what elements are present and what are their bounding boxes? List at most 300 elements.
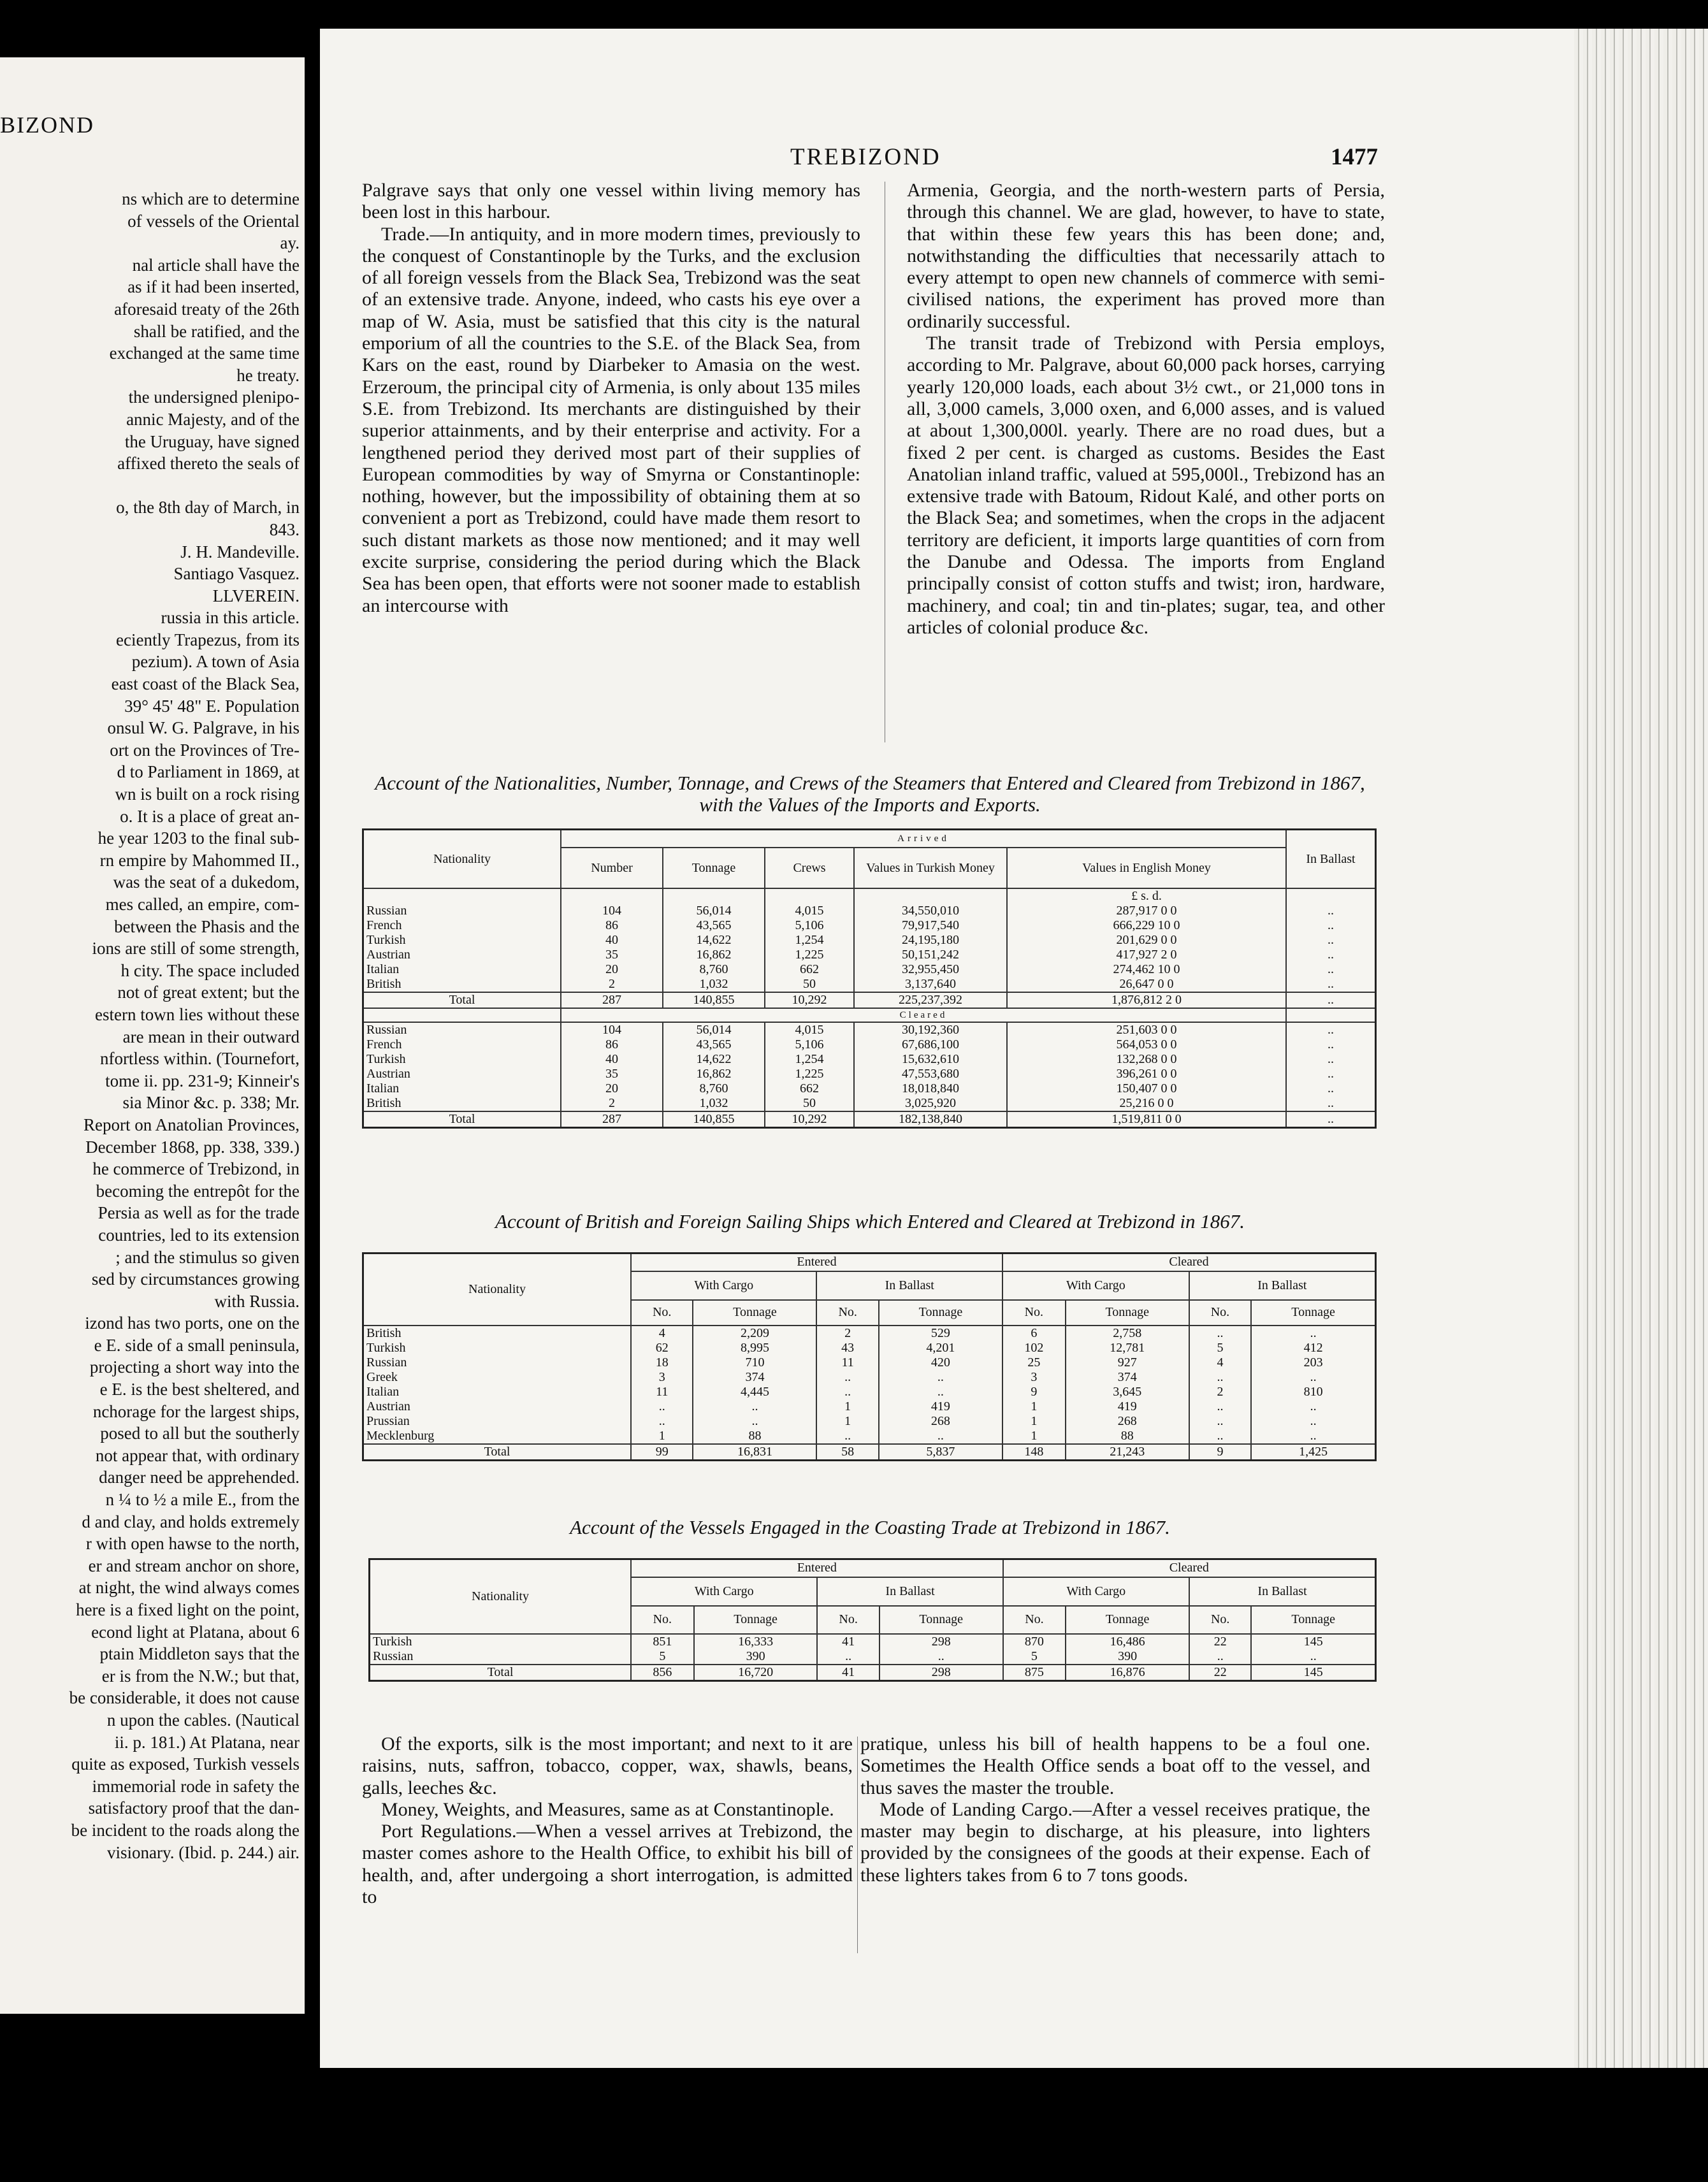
table-cell: 3,025,920 [854, 1096, 1007, 1111]
table-cell [663, 888, 765, 904]
table-cell: 8,760 [663, 962, 765, 977]
table-cell: .. [1286, 962, 1376, 977]
table-cell: 274,462 10 0 [1007, 962, 1286, 977]
table-cell: 396,261 0 0 [1007, 1067, 1286, 1081]
table-cell: .. [1189, 1429, 1251, 1444]
table-cell: .. [1251, 1326, 1375, 1341]
coasting-trade-table [368, 1558, 1377, 1682]
col-header: No. [1003, 1606, 1066, 1634]
table-cell: 102 [1002, 1341, 1066, 1355]
table-cell: 1,254 [765, 1052, 854, 1067]
column-2 [907, 180, 1385, 639]
table-cell: .. [879, 1370, 1002, 1385]
table-cell: 11 [816, 1355, 878, 1370]
table-cell: 3,645 [1066, 1385, 1189, 1399]
left-page-line: er is from the N.W.; but that, [101, 1666, 300, 1686]
table-cell: 99 [631, 1444, 693, 1461]
left-page-line: danger need be apprehended. [99, 1468, 300, 1487]
table-row [363, 1022, 1376, 1037]
left-page-line: d to Parliament in 1869, at [117, 762, 300, 782]
paragraph: Port Regulations.—When a vessel arrives at Trebizond, the master comes ashore to the Health Office, to exhibit his bill of health, and, after undergoing a short interrogation, is admitted to [362, 1821, 853, 1908]
table-cell: 182,138,840 [854, 1111, 1007, 1128]
table-cell: 8,760 [663, 1081, 765, 1096]
sub-header: In Ballast [816, 1271, 1002, 1300]
paragraph: Money, Weights, and Measures, same as at Constantinople. [381, 1798, 834, 1820]
left-page-line: not of great extent; but the [117, 983, 300, 1002]
table-cell: 2 [561, 977, 663, 992]
table-cell: 12,781 [1066, 1341, 1189, 1355]
left-page-line: of vessels of the Oriental [127, 211, 300, 231]
table-cell: 529 [879, 1326, 1002, 1341]
table-cell: .. [1286, 1022, 1376, 1037]
col-header: Tonnage [1066, 1606, 1189, 1634]
paragraph: Armenia, Georgia, and the north-western parts of Persia, through this channel. We are glad, however, to have to state, that within these few years this has been done; and, notwithstanding the difficulties that necessarily attach to every attempt to open new channels of commerce with semi-civilised nations, the experiment has proved more than ordinarily successful. [907, 180, 1385, 332]
left-page-line: projecting a short way into the [89, 1357, 300, 1377]
table-cell: 4,015 [765, 1022, 854, 1037]
table-cell: .. [1286, 977, 1376, 992]
table-cell: 1 [816, 1399, 878, 1414]
table-cell: Turkish [363, 1341, 632, 1355]
table-cell: 4,445 [693, 1385, 816, 1399]
table-cell: 132,268 0 0 [1007, 1052, 1286, 1067]
table-cell: 412 [1251, 1341, 1375, 1355]
table-cell: 287 [561, 992, 663, 1008]
table-cell: .. [1189, 1370, 1251, 1385]
table-cell: 56,014 [663, 1022, 765, 1037]
table-row [370, 1649, 1376, 1665]
col-header: Tonnage [1251, 1606, 1375, 1634]
table-cell: 3 [631, 1370, 693, 1385]
table-cell: 851 [631, 1634, 694, 1649]
table-cell: 268 [879, 1414, 1002, 1429]
table-cell: .. [693, 1414, 816, 1429]
group-header: Entered [631, 1254, 1002, 1271]
table-cell: 16,831 [693, 1444, 816, 1461]
sub-header: In Ballast [1189, 1271, 1376, 1300]
sailing-ships-table [362, 1252, 1377, 1461]
table-cell: .. [631, 1414, 693, 1429]
left-page-line: countries, led to its extension [98, 1225, 300, 1245]
table-row [363, 1399, 1376, 1414]
left-page-line: posed to all but the southerly [100, 1424, 300, 1443]
left-page-line: o, the 8th day of March, in [116, 498, 300, 517]
table-cell: 662 [765, 962, 854, 977]
table-cell: 24,195,180 [854, 933, 1007, 948]
left-page-line: nal article shall have the [132, 255, 300, 275]
running-head: TREBIZOND [790, 144, 941, 170]
table-cell: 88 [693, 1429, 816, 1444]
table-cell: 62 [631, 1341, 693, 1355]
table-cell: 145 [1251, 1634, 1375, 1649]
table-cell: 298 [879, 1634, 1003, 1649]
group-header: Cleared [1002, 1254, 1376, 1271]
table-row [363, 904, 1376, 918]
left-page-line: was the seat of a dukedom, [113, 872, 300, 892]
col-header: Tonnage [1066, 1300, 1189, 1326]
table-cell: 140,855 [663, 992, 765, 1008]
sub-header: In Ballast [1189, 1577, 1375, 1606]
col-header: Tonnage [1251, 1300, 1375, 1326]
table-cell: 374 [1066, 1370, 1189, 1385]
left-page-line: ; and the stimulus so given [115, 1247, 300, 1267]
table-cell: Mecklenburg [363, 1429, 632, 1444]
table-cell: .. [816, 1429, 878, 1444]
left-page-line: December 1868, pp. 338, 339.) [85, 1137, 300, 1157]
table-row [363, 1414, 1376, 1429]
table-cell: 2,209 [693, 1326, 816, 1341]
table-row [363, 962, 1376, 977]
left-page-line: e E. is the best sheltered, and [99, 1380, 300, 1399]
table-cell: 10,292 [765, 1111, 854, 1128]
table-cell: 145 [1251, 1665, 1375, 1681]
table-cell: 16,876 [1066, 1665, 1189, 1681]
table-cell: 1,254 [765, 933, 854, 948]
left-page-line: here is a fixed light on the point, [76, 1600, 300, 1619]
table3-caption: Account of the Vessels Engaged in the Coasting Trade at Trebizond in 1867. [570, 1516, 1170, 1538]
table-cell: 5,837 [879, 1444, 1002, 1461]
left-page-line: 843. [269, 519, 300, 539]
left-page-line: onsul W. G. Palgrave, in his [107, 718, 300, 738]
left-page-line: not appear that, with ordinary [95, 1445, 300, 1465]
group-header: Cleared [1003, 1559, 1376, 1577]
table-cell: Total [363, 992, 561, 1008]
table-total-row [363, 1444, 1376, 1461]
table-cell: 16,486 [1066, 1634, 1189, 1649]
table-cell: 50,151,242 [854, 948, 1007, 962]
table-cell: 15,632,610 [854, 1052, 1007, 1067]
table-cell: 34,550,010 [854, 904, 1007, 918]
table-cell: .. [879, 1429, 1002, 1444]
table-cell: 4,201 [879, 1341, 1002, 1355]
table-cell: 50 [765, 1096, 854, 1111]
table-cell: 5 [1003, 1649, 1066, 1665]
table-cell: 374 [693, 1370, 816, 1385]
col-header: Number [561, 848, 663, 888]
sub-header: In Ballast [817, 1577, 1002, 1606]
left-page-line: the Uruguay, have signed [124, 431, 300, 451]
table-cell: Greek [363, 1370, 632, 1385]
left-page-line: Persia as well as for the trade [98, 1203, 300, 1223]
table-cell: 1,225 [765, 948, 854, 962]
table-row [363, 1341, 1376, 1355]
table-cell: 2 [561, 1096, 663, 1111]
table-row [363, 1037, 1376, 1052]
left-page-line: nchorage for the largest ships, [92, 1401, 300, 1421]
left-page-line: ort on the Provinces of Tre- [110, 740, 300, 760]
table-cell: 79,917,540 [854, 918, 1007, 933]
col-header: No. [631, 1300, 693, 1326]
table-cell: 58 [816, 1444, 878, 1461]
left-page-line: as if it had been inserted, [127, 277, 300, 297]
table-cell: British [363, 1326, 632, 1341]
table-cell: .. [1286, 1081, 1376, 1096]
table-row [363, 1370, 1376, 1385]
table-total-row [363, 1111, 1376, 1128]
table-cell: Austrian [363, 1399, 632, 1414]
table-cell: .. [1286, 992, 1376, 1008]
table-cell: 43 [816, 1341, 878, 1355]
table-cell: 30,192,360 [854, 1022, 1007, 1037]
table-cell: 419 [879, 1399, 1002, 1414]
left-page-line: between the Phasis and the [114, 916, 300, 936]
table-cell: 225,237,392 [854, 992, 1007, 1008]
table-cell: Russian [363, 904, 561, 918]
table-cell: Turkish [363, 933, 561, 948]
left-page-line: h city. The space included [120, 960, 300, 980]
table-cell: 22 [1189, 1665, 1251, 1681]
left-page-line: Santiago Vasquez. [173, 564, 300, 584]
table-cell: 21,243 [1066, 1444, 1189, 1461]
left-page-line: russia in this article. [161, 608, 300, 628]
left-page-line: east coast of the Black Sea, [111, 674, 300, 694]
sub-header: With Cargo [631, 1271, 816, 1300]
table-cell: 86 [561, 918, 663, 933]
table-cell: .. [631, 1399, 693, 1414]
table-cell: 32,955,450 [854, 962, 1007, 977]
table-cell: 251,603 0 0 [1007, 1022, 1286, 1037]
left-page-line: er and stream anchor on shore, [88, 1556, 300, 1575]
table-cell: 6 [1002, 1326, 1066, 1341]
section-row [363, 1008, 1376, 1022]
col-header: Nationality [363, 830, 561, 889]
table-cell: 40 [561, 1052, 663, 1067]
table-cell: .. [817, 1649, 879, 1665]
page-number: 1477 [1331, 144, 1378, 170]
table-cell [1286, 1008, 1376, 1022]
table-row [363, 888, 1376, 904]
table-cell: .. [1286, 933, 1376, 948]
table-cell: 25,216 0 0 [1007, 1096, 1286, 1111]
table-cell: 4,015 [765, 904, 854, 918]
col-header: In Ballast [1286, 830, 1376, 889]
left-page-line: pezium). A town of Asia [131, 652, 300, 672]
table-cell: 18,018,840 [854, 1081, 1007, 1096]
table-cell: 41 [817, 1634, 879, 1649]
table-cell: .. [1251, 1399, 1375, 1414]
table-cell: 140,855 [663, 1111, 765, 1128]
table-cell [363, 1008, 561, 1022]
left-page-line: satisfactory proof that the dan- [88, 1798, 300, 1818]
table-row [370, 1634, 1376, 1649]
left-page-line: aforesaid treaty of the 26th [114, 299, 300, 319]
table-cell: 40 [561, 933, 663, 948]
col-header: Tonnage [879, 1606, 1003, 1634]
table1-caption: Account of the Nationalities, Number, Tonnage, and Crews of the Steamers that Entered and Cleared from Trebizond in 1867, with the Values of the Imports and Exports. [375, 772, 1365, 816]
table-cell: £ s. d. [1007, 888, 1286, 904]
table-cell: .. [1286, 918, 1376, 933]
col-header: No. [816, 1300, 878, 1326]
left-page-line: immemorial rode in safety the [92, 1776, 300, 1796]
left-page-line: sia Minor &c. p. 338; Mr. [122, 1093, 300, 1113]
table-cell: 47,553,680 [854, 1067, 1007, 1081]
table-cell: .. [1189, 1399, 1251, 1414]
table-cell: 417,927 2 0 [1007, 948, 1286, 962]
table-cell: 9 [1189, 1444, 1251, 1461]
table-cell: 5 [631, 1649, 694, 1665]
table-cell: British [363, 1096, 561, 1111]
table-cell: Austrian [363, 1067, 561, 1081]
table-cell: Prussian [363, 1414, 632, 1429]
table-cell: 14,622 [663, 933, 765, 948]
table-cell: 5 [1189, 1341, 1251, 1355]
table-total-row [363, 992, 1376, 1008]
paragraph: Palgrave says that only one vessel within living memory has been lost in this harbour. [362, 180, 860, 223]
table-cell: 1,425 [1251, 1444, 1375, 1461]
left-page-line: shall be ratified, and the [133, 321, 300, 341]
col-header: Tonnage [694, 1606, 818, 1634]
col-header: Tonnage [879, 1300, 1002, 1326]
col-header: Tonnage [663, 848, 765, 888]
table-cell: 20 [561, 1081, 663, 1096]
left-page-line: quite as exposed, Turkish vessels [71, 1754, 300, 1774]
table-cell: .. [1286, 1067, 1376, 1081]
table-cell: 662 [765, 1081, 854, 1096]
table-cell: .. [1251, 1414, 1375, 1429]
table-cell: 18 [631, 1355, 693, 1370]
table-cell: 5,106 [765, 1037, 854, 1052]
table-cell: .. [1286, 1111, 1376, 1128]
table-cell: 8,995 [693, 1341, 816, 1355]
table-row [363, 1429, 1376, 1444]
left-page-line: rn empire by Mahommed II., [99, 850, 300, 870]
table-row [363, 1081, 1376, 1096]
col-header: No. [1189, 1300, 1251, 1326]
left-page-line: d and clay, and holds extremely [82, 1512, 300, 1531]
table-cell [363, 888, 561, 904]
table-row [363, 1355, 1376, 1370]
col-header: No. [1189, 1606, 1251, 1634]
left-page-line: 39° 45' 48" E. Population [124, 696, 300, 716]
table-cell [854, 888, 1007, 904]
col-header: Tonnage [693, 1300, 816, 1326]
table-cell: 11 [631, 1385, 693, 1399]
table-cell: 1 [816, 1414, 878, 1429]
table-cell: .. [1286, 1052, 1376, 1067]
table-cell: 16,862 [663, 1067, 765, 1081]
table-cell: 43,565 [663, 1037, 765, 1052]
left-page-line: ptain Middleton says that the [99, 1644, 300, 1664]
table-cell: 875 [1003, 1665, 1066, 1681]
table-cell: 16,862 [663, 948, 765, 962]
table-cell: Cleared [561, 1008, 1286, 1022]
table-cell: Total [363, 1444, 632, 1461]
group-header: Arrived [561, 830, 1286, 848]
table-cell: 4 [631, 1326, 693, 1341]
left-page-line: the undersigned plenipo- [128, 387, 300, 407]
table-cell: .. [693, 1399, 816, 1414]
table-cell: 41 [817, 1665, 879, 1681]
table-cell: Turkish [370, 1634, 632, 1649]
table-cell: 710 [693, 1355, 816, 1370]
col-header: Crews [765, 848, 854, 888]
left-page-line: mes called, an empire, com- [105, 895, 300, 914]
left-page-line: ay. [280, 233, 300, 253]
left-page-line: o. It is a place of great an- [120, 806, 300, 826]
table-cell: 150,407 0 0 [1007, 1081, 1286, 1096]
left-page-line: eciently Trapezus, from its [116, 630, 300, 649]
left-page-line: econd light at Platana, about 6 [91, 1622, 300, 1642]
left-page-line: n ¼ to ½ a mile E., from the [105, 1490, 300, 1510]
table-cell: 287,917 0 0 [1007, 904, 1286, 918]
table-cell: 16,333 [694, 1634, 818, 1649]
table-cell: 810 [1251, 1385, 1375, 1399]
table-cell [765, 888, 854, 904]
table-cell: .. [1189, 1326, 1251, 1341]
table-cell: .. [1251, 1370, 1375, 1385]
col-header: No. [1002, 1300, 1066, 1326]
table-cell: British [363, 977, 561, 992]
table-cell: French [363, 1037, 561, 1052]
left-page-text [0, 188, 300, 1863]
table-row [363, 1096, 1376, 1111]
table-cell: French [363, 918, 561, 933]
table-cell: Russian [363, 1022, 561, 1037]
table-cell: 88 [1066, 1429, 1189, 1444]
table-cell: 298 [879, 1665, 1003, 1681]
table-cell: 16,720 [694, 1665, 818, 1681]
table-row [363, 1385, 1376, 1399]
table-cell: Austrian [363, 948, 561, 962]
table-cell: 56,014 [663, 904, 765, 918]
table-row [363, 948, 1376, 962]
left-page-line: izond has two ports, one on the [85, 1313, 300, 1333]
left-page-line: affixed thereto the seals of [117, 454, 300, 473]
table-cell: 2 [816, 1326, 878, 1341]
table-cell [561, 888, 663, 904]
table-cell: .. [879, 1385, 1002, 1399]
group-header: Entered [631, 1559, 1003, 1577]
table-cell: 3,137,640 [854, 977, 1007, 992]
table-cell: .. [1286, 1096, 1376, 1111]
table-cell: 201,629 0 0 [1007, 933, 1286, 948]
table-cell: 390 [1066, 1649, 1189, 1665]
table-cell: 927 [1066, 1355, 1189, 1370]
table-cell: .. [816, 1385, 878, 1399]
table-cell: 564,053 0 0 [1007, 1037, 1286, 1052]
column-4 [860, 1733, 1370, 1886]
table-row [363, 933, 1376, 948]
paragraph: Trade.—In antiquity, and in more modern times, previously to the conquest of Constantinople by the Turks, and the exclusion of all foreign vessels from the Black Sea, Trebizond was the seat of an extensive trade. Anyone, indeed, who casts his eye over a map of W. Asia, must be satisfied that this city is the natural emporium of all the countries to the S.E. of the Black Sea, from Kars on the east, round by Diarbeker to Amasia on the west. Erzeroum, the principal city of Armenia, is only about 135 miles S.E. from Trebizond. Its merchants are distinguished by their superior attainments, and by their enterprise and activity. For a lengthened period they derived most part of their supplies of European commodities by way of Smyrna or Constantinople: nothing, however, but the impossibility of obtaining them at so convenient a port as Trebizond, could have made them resort to such distant markets as those now mentioned; and it may well excite surprise, considering the period during which the Black Sea has been open, that efforts were not sooner made to establish an intercourse with [362, 223, 860, 616]
col-header: No. [631, 1606, 694, 1634]
table-cell: 1,032 [663, 977, 765, 992]
table-cell: .. [879, 1649, 1003, 1665]
left-page-line: LLVEREIN. [212, 586, 300, 605]
table-cell: 4 [1189, 1355, 1251, 1370]
table-cell: 1 [1002, 1399, 1066, 1414]
table-cell: Turkish [363, 1052, 561, 1067]
paragraph: Of the exports, silk is the most important; and next to it are raisins, nuts, saffron, tobacco, copper, wax, shawls, beans, galls, leeches &c. [362, 1733, 853, 1798]
column-3 [362, 1733, 853, 1908]
table-cell: 856 [631, 1665, 694, 1681]
table-row [363, 1052, 1376, 1067]
table-cell: 419 [1066, 1399, 1189, 1414]
paragraph: Mode of Landing Cargo.—After a vessel receives pratique, the master may begin to discharge, at his pleasure, into lighters provided by the consignees of the goods at their expense. Each of these lighters takes from 6 to 7 tons goods. [860, 1798, 1370, 1886]
table-cell: 390 [694, 1649, 818, 1665]
table-cell: 25 [1002, 1355, 1066, 1370]
left-page-line: he commerce of Trebizond, in [92, 1159, 300, 1179]
table-cell: 2 [1189, 1385, 1251, 1399]
left-page-line: estern town lies without these [95, 1004, 300, 1024]
table-cell: 1,876,812 2 0 [1007, 992, 1286, 1008]
table-cell: 104 [561, 904, 663, 918]
left-page-line: J. H. Mandeville. [180, 542, 300, 561]
left-page-line: he treaty. [236, 365, 300, 385]
steamers-table [362, 828, 1377, 1129]
left-page-line: becoming the entrepôt for the [96, 1181, 300, 1201]
left-page-line: are mean in their outward [122, 1027, 300, 1046]
table-cell: 86 [561, 1037, 663, 1052]
left-page-line: be considerable, it does not cause [69, 1688, 300, 1708]
